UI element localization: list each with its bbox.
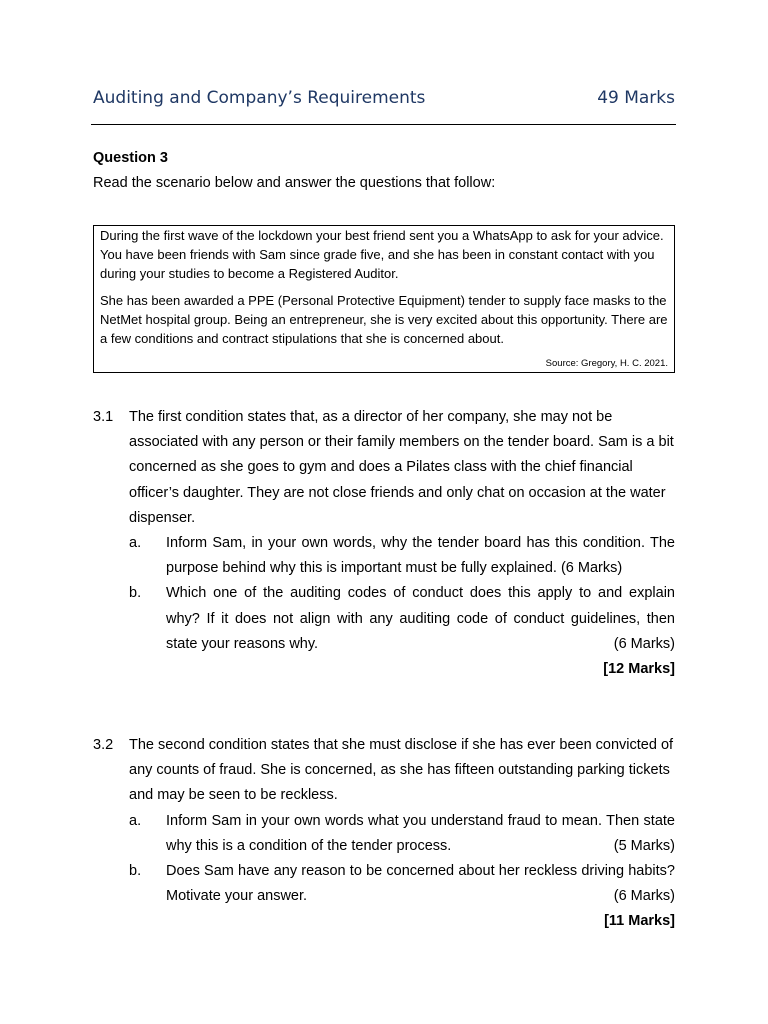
question-title: Question 3 xyxy=(93,150,168,166)
section-total-marks: [11 Marks] xyxy=(604,913,675,930)
scenario-source: Source: Gregory, H. C. 2021. xyxy=(545,358,668,369)
sub-question-a xyxy=(129,809,675,859)
scenario-box xyxy=(93,225,675,373)
section-number: 3.2 xyxy=(93,737,114,753)
header-divider xyxy=(91,124,676,125)
sub-question-marks: (5 Marks) xyxy=(613,837,675,854)
scenario-paragraph-1: During the first wave of the lockdown your best friend sent you a WhatsApp to ask for your advice. You have been friends with Sam since grade five, and she has been in constant contact with you during your studies to become a Registered Auditor. xyxy=(100,228,664,281)
sub-question-text xyxy=(166,809,675,859)
sub-question-letter: b. xyxy=(129,585,142,602)
sub-question-text xyxy=(166,531,675,581)
sub-question-letter: a. xyxy=(129,812,142,829)
scenario-paragraph-2: She has been awarded a PPE (Personal Protective Equipment) tender to supply face masks to the NetMet hospital group. Being an entrepreneur, she is very excited about this opportunity. There are a few conditions and contract stipulations that she is concerned about. xyxy=(100,293,668,346)
sub-question-letter: b. xyxy=(129,863,142,880)
sub-question-b xyxy=(129,859,675,909)
sub-question-marks: (6 Marks) xyxy=(560,560,623,577)
section-text: The second condition states that she must disclose if she has ever been convicted of any counts of fraud. She is concerned, as she has fifteen outstanding parking tickets and may be seen to be reckless. xyxy=(129,737,674,804)
sub-question-marks: (6 Marks) xyxy=(613,635,675,652)
page-title: Auditing and Company’s Requirements xyxy=(93,88,426,108)
section-number: 3.1 xyxy=(93,409,114,425)
sub-question-body: Does Sam have any reason to be concerned about her reckless driving habits? Motivate your answer. xyxy=(166,863,675,905)
sub-question-a xyxy=(129,531,675,581)
section-3-1 xyxy=(93,405,675,682)
sub-question-marks: (6 Marks) xyxy=(613,888,675,905)
sub-question-b xyxy=(129,581,675,657)
section-text: The first condition states that, as a director of her company, she may not be associated with any person or their family members on the tender board. Sam is a bit concerned as she goes to gym and does a Pilates class with the chief financial officer’s daughter. They are not close friends and only chat on occasion at the water dispenser. xyxy=(129,409,674,526)
total-marks: 49 Marks xyxy=(597,88,675,108)
question-instruction: Read the scenario below and answer the questions that follow: xyxy=(93,175,496,191)
sub-question-letter: a. xyxy=(129,535,142,552)
section-total-marks: [12 Marks] xyxy=(603,661,675,678)
section-3-2 xyxy=(93,733,675,935)
sub-question-body: Inform Sam in your own words what you understand fraud to mean. Then state why this is a condition of the tender process. xyxy=(166,812,675,854)
sub-question-text xyxy=(166,859,675,909)
sub-question-text xyxy=(166,581,675,657)
sub-question-body: Which one of the auditing codes of conduct does this apply to and explain why? If it does not align with any auditing code of conduct guidelines, then state your reasons why. xyxy=(166,585,675,652)
sub-question-body: Inform Sam, in your own words, why the tender board has this condition. The purpose behind why this is important must be fully explained. xyxy=(166,535,675,577)
page-header xyxy=(93,88,675,108)
